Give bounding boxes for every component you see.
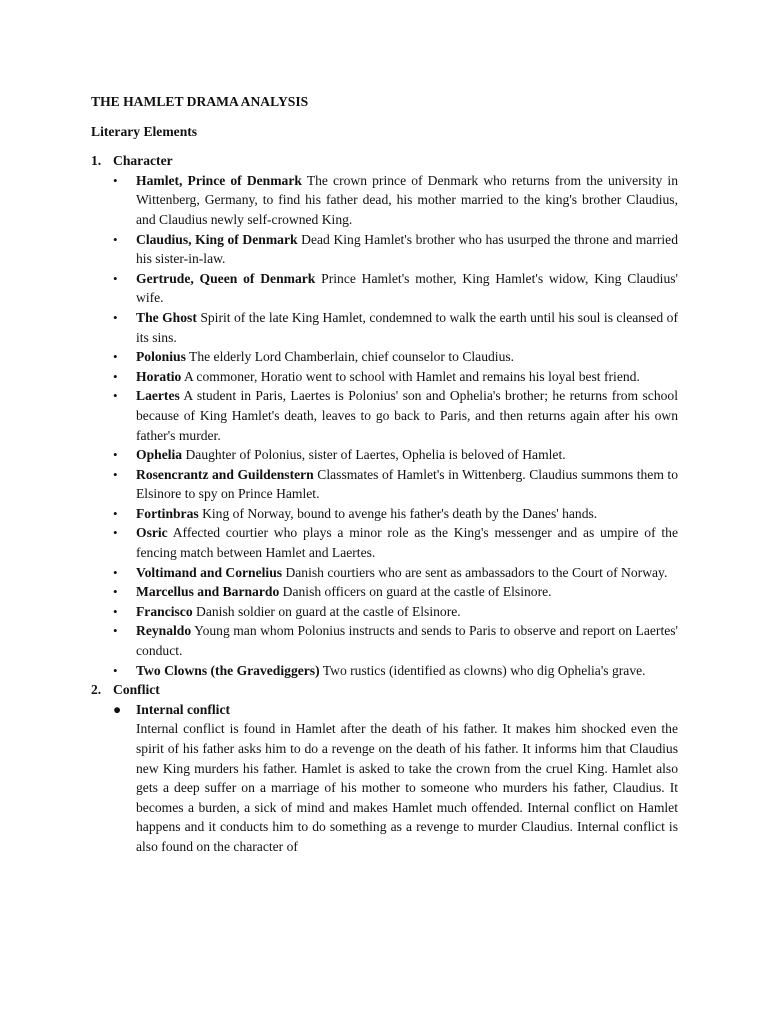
list-item bbox=[91, 523, 678, 562]
subsection-title: Internal conflict bbox=[136, 701, 231, 717]
section-number: 1. bbox=[91, 153, 102, 169]
section-heading bbox=[91, 151, 678, 171]
list-item bbox=[91, 269, 678, 308]
bullet-icon: • bbox=[113, 231, 118, 247]
list-item bbox=[91, 347, 678, 367]
character-name: Francisco bbox=[136, 603, 193, 619]
character-name: Osric bbox=[136, 525, 168, 541]
character-description: Prince Hamlet's mother, King Hamlet's widow, King Claudius' wife. bbox=[136, 270, 678, 306]
body-paragraph: Internal conflict is found in Hamlet after the death of his father. It makes him shocked even the spirit of his father asks him to do a revenge on the death of his father. It informs him that Claudius new King murders his father. Hamlet is asked to take the crown from the cruel King. Hamlet also gets a deep suffer on a marriage of his mother to someone who murders his father, Claudius. It becomes a burden, a sick of mind and makes Hamlet much offended. Internal conflict on Hamlet happens and it conducts him to do something as a revenge to murder Claudius. Internal conflict is also found on the character of bbox=[136, 721, 678, 854]
character-description: Danish officers on guard at the castle of Elsinore. bbox=[279, 584, 552, 600]
character-description: Two rustics (identified as clowns) who dig Ophelia's grave. bbox=[319, 662, 646, 678]
character-description: Classmates of Hamlet's in Wittenberg. Claudius summons them to Elsinore to spy on Prince Hamlet. bbox=[136, 466, 679, 502]
bullet-icon: • bbox=[113, 662, 118, 678]
list-item bbox=[91, 386, 678, 445]
character-name: Laertes bbox=[136, 388, 180, 404]
section-heading bbox=[91, 680, 678, 700]
character-name: Rosencrantz and Guildenstern bbox=[136, 466, 314, 482]
bullet-icon: • bbox=[113, 368, 118, 384]
list-item bbox=[91, 308, 678, 347]
list-item bbox=[91, 171, 678, 230]
list-item bbox=[91, 465, 678, 504]
character-name: Horatio bbox=[136, 368, 182, 384]
bullet-icon: ● bbox=[113, 701, 122, 717]
section-subtitle: Literary Elements bbox=[91, 123, 198, 139]
list-item bbox=[91, 445, 678, 465]
character-description: Spirit of the late King Hamlet, condemned to walk the earth until his soul is cleansed of its sins. bbox=[136, 309, 679, 345]
character-name: Hamlet, Prince of Denmark bbox=[136, 172, 302, 188]
character-name: Polonius bbox=[136, 349, 186, 365]
bullet-icon: • bbox=[113, 623, 118, 639]
section-title: Character bbox=[113, 153, 173, 169]
bullet-icon: • bbox=[113, 388, 118, 404]
bullet-icon: • bbox=[113, 466, 118, 482]
bullet-icon: • bbox=[113, 309, 118, 325]
character-name: The Ghost bbox=[136, 309, 197, 325]
character-name: Two Clowns (the Gravediggers) bbox=[136, 662, 320, 678]
character-list bbox=[91, 171, 678, 680]
list-item bbox=[91, 230, 678, 269]
document-page bbox=[91, 92, 678, 857]
character-description: Affected courtier who plays a minor role as the King's messenger and as umpire of the fencing match between Hamlet and Laertes. bbox=[136, 525, 678, 561]
section-number: 2. bbox=[91, 682, 102, 698]
bullet-icon: • bbox=[113, 505, 118, 521]
character-name: Gertrude, Queen of Denmark bbox=[136, 270, 316, 286]
character-description: A student in Paris, Laertes is Polonius' son and Ophelia's brother; he returns from school because of King Hamlet's death, leaves to go back to Paris, and then returns again after his own father's murder. bbox=[136, 388, 678, 443]
section-title: Conflict bbox=[113, 682, 160, 698]
character-description: Danish courtiers who are sent as ambassadors to the Court of Norway. bbox=[282, 564, 668, 580]
character-description: King of Norway, bound to avenge his father's death by the Danes' hands. bbox=[198, 505, 598, 521]
list-item bbox=[91, 367, 678, 387]
character-name: Marcellus and Barnardo bbox=[136, 584, 280, 600]
section-character bbox=[91, 151, 678, 680]
list-item bbox=[91, 661, 678, 681]
bullet-icon: • bbox=[113, 584, 118, 600]
section-conflict bbox=[91, 680, 678, 856]
bullet-icon: • bbox=[113, 564, 118, 580]
character-description: Daughter of Polonius, sister of Laertes, Ophelia is beloved of Hamlet. bbox=[182, 447, 566, 463]
list-item bbox=[91, 563, 678, 583]
character-description: The crown prince of Denmark who returns from the university in Wittenberg, Germany, to find his father dead, his mother married to the king's brother Claudius, and Claudius newly self-crowned King. bbox=[136, 172, 678, 227]
character-name: Reynaldo bbox=[136, 623, 192, 639]
list-item bbox=[91, 504, 678, 524]
bullet-icon: • bbox=[113, 349, 118, 365]
list-item bbox=[91, 582, 678, 602]
character-name: Claudius, King of Denmark bbox=[136, 231, 298, 247]
list-item bbox=[91, 602, 678, 622]
bullet-icon: • bbox=[113, 270, 118, 286]
bullet-icon: • bbox=[113, 525, 118, 541]
list-item bbox=[91, 621, 678, 660]
character-name: Fortinbras bbox=[136, 505, 199, 521]
character-description: The elderly Lord Chamberlain, chief counselor to Claudius. bbox=[185, 349, 515, 365]
character-description: A commoner, Horatio went to school with Hamlet and remains his loyal best friend. bbox=[181, 368, 640, 384]
character-name: Voltimand and Cornelius bbox=[136, 564, 283, 580]
bullet-icon: • bbox=[113, 447, 118, 463]
internal-conflict-block bbox=[91, 700, 678, 857]
character-description: Danish soldier on guard at the castle of Elsinore. bbox=[192, 603, 461, 619]
character-description: Young man whom Polonius instructs and sends to Paris to observe and report on Laertes' conduct. bbox=[136, 623, 678, 659]
bullet-icon: • bbox=[113, 603, 118, 619]
document-title: THE HAMLET DRAMA ANALYSIS bbox=[91, 94, 309, 109]
character-description: Dead King Hamlet's brother who has usurped the throne and married his sister-in-law. bbox=[136, 231, 678, 267]
bullet-icon: • bbox=[113, 172, 118, 188]
character-name: Ophelia bbox=[136, 447, 183, 463]
